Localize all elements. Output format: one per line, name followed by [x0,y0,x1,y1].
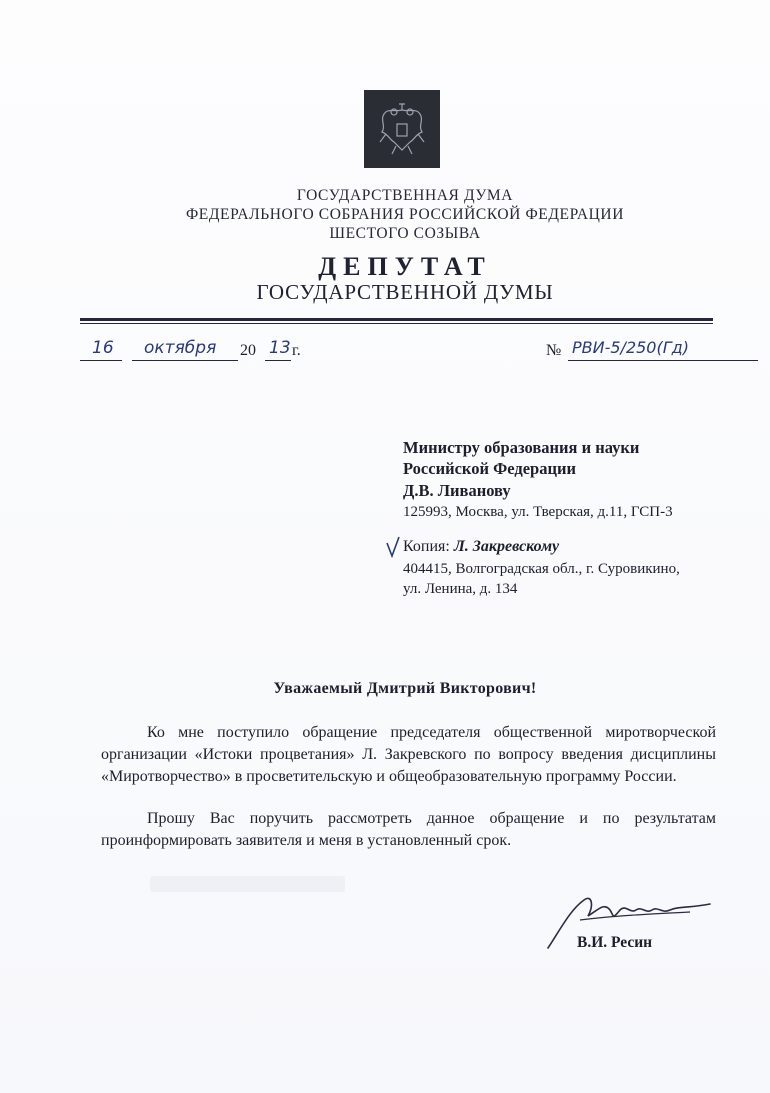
letter-paragraph-2: Прошу Вас поручить рассмотреть данное обращение и по результатам проинформировать заявителя и меня в установленный срок. [101,810,716,849]
signer-name: В.И. Ресин [577,934,653,951]
paper-smudge [150,876,345,892]
date-month-underline [132,360,238,361]
letterhead-subtitle: ГОСУДАРСТВЕННОЙ ДУМЫ [256,280,554,304]
date-day: 16 [92,338,114,358]
addressee-line-1: Министру образования и науки [403,438,640,457]
number-value: РВИ-5/250(Гд) [572,338,689,357]
copy-label: Копия: [403,538,450,555]
addressee-line-2: Российской Федерации [403,459,576,478]
copy-address-1: 404415, Волгоградская обл., г. Суровикино, [403,561,680,577]
date-day-underline [80,360,122,361]
org-line-1: ГОСУДАРСТВЕННАЯ ДУМА [296,187,514,204]
letterhead-title: ДЕПУТАТ [318,252,492,281]
greeting: Уважаемый Дмитрий Викторович! [273,680,537,697]
header-rule-thick [80,318,713,321]
number-underline [568,360,758,361]
date-year-prefix: 20 [240,342,256,359]
date-year-suffix: 13 [269,338,291,358]
date-year-underline [265,360,291,361]
date-year-unit: г. [292,342,301,359]
org-line-2: ФЕДЕРАЛЬНОГО СОБРАНИЯ РОССИЙСКОЙ ФЕДЕРАЦИИ [185,206,625,223]
letter-paragraph-1: Ко мне поступило обращение председателя общественной миротворческой организации «Истоки процветания» Л. Закревского по вопросу введения дисциплины «Миротворчество» в просветительскую и общеобразовательную программу России. [101,724,716,785]
addressee-name: Д.В. Ливанову [403,481,511,500]
org-line-3: ШЕСТОГО СОЗЫВА [329,225,481,242]
date-month: октября [144,338,217,358]
header-rule-thin [80,323,713,324]
number-label: № [546,342,562,359]
addressee-address: 125993, Москва, ул. Тверская, д.11, ГСП-3 [403,504,673,520]
copy-address-2: ул. Ленина, д. 134 [403,581,518,597]
copy-recipient [403,538,559,556]
coat-of-arms-icon [364,90,440,168]
check-mark-icon [384,535,402,559]
copy-name: Л. Закревскому [453,538,560,555]
